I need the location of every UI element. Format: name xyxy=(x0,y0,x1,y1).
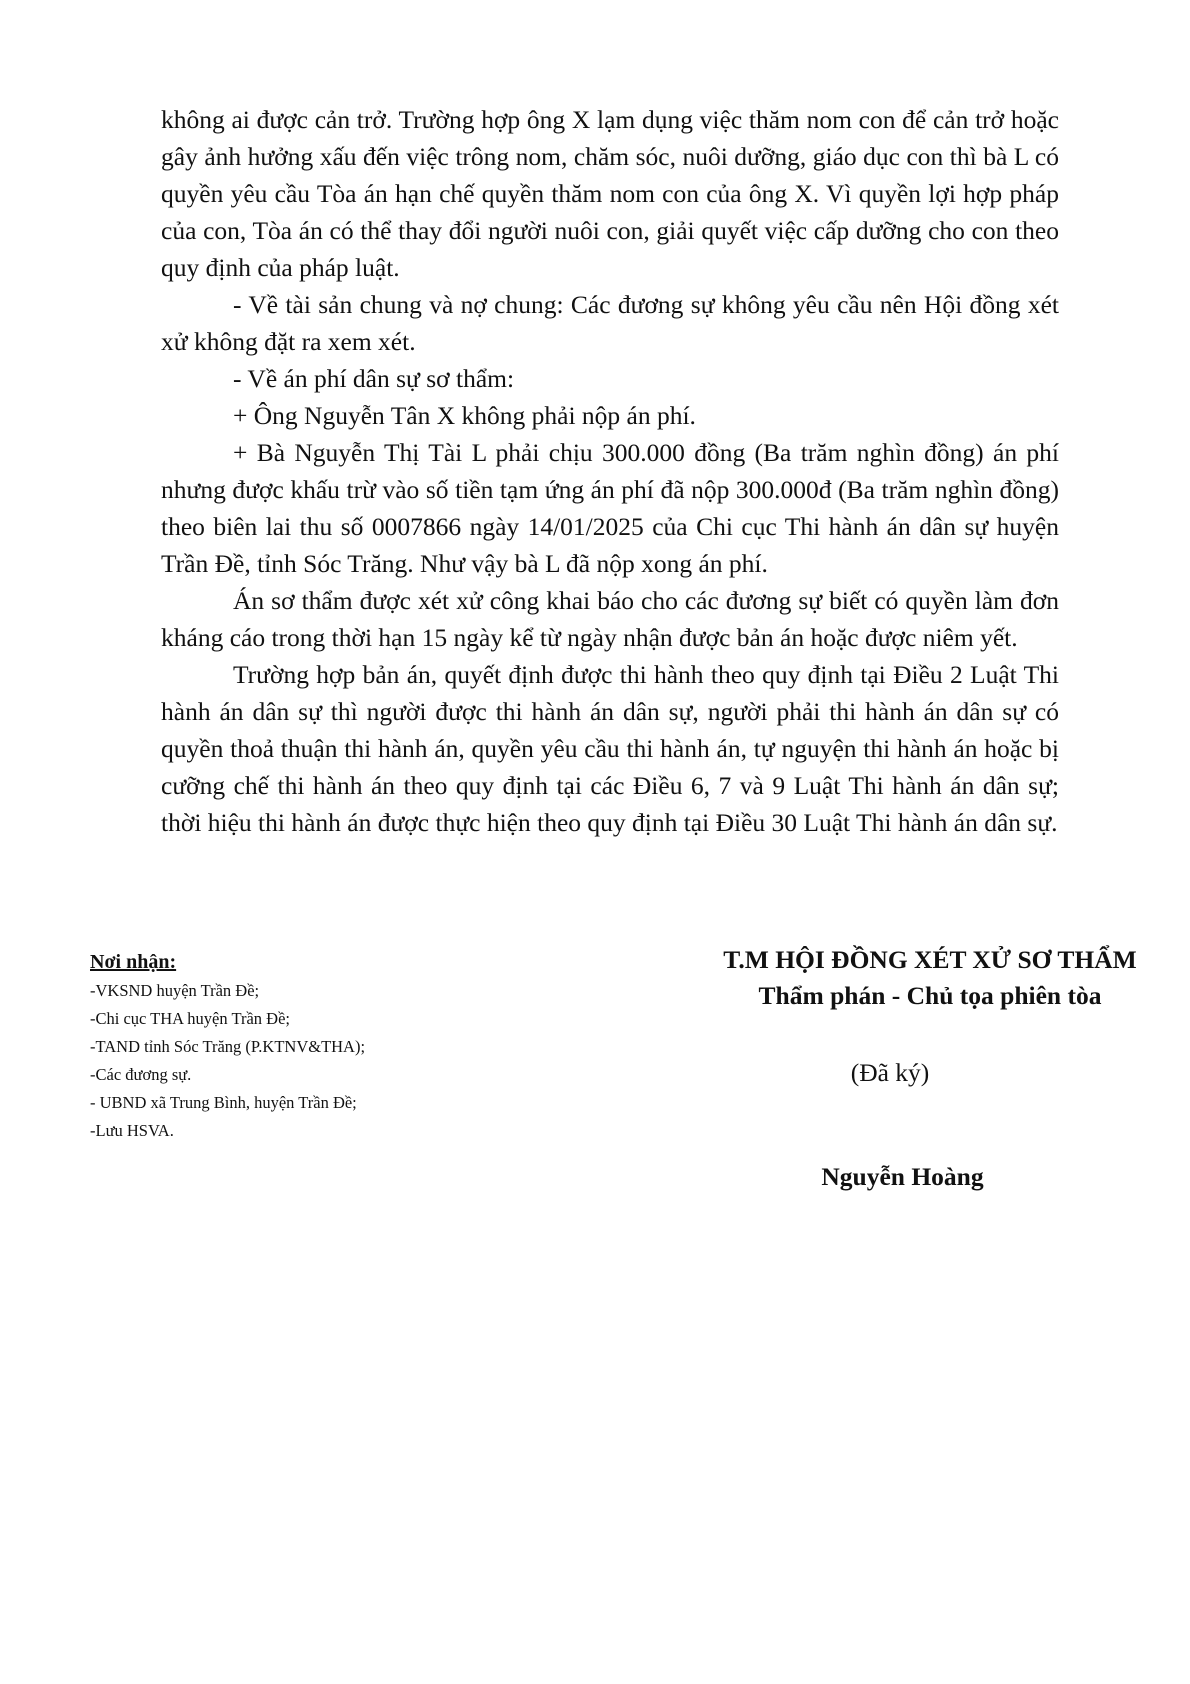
signature-block xyxy=(690,942,1170,1195)
paragraph-court-fee-l: + Bà Nguyễn Thị Tài L phải chịu 300.000 đồng (Ba trăm nghìn đồng) án phí nhưng được khấu trừ vào số tiền tạm ứng án phí đã nộp 300.000đ (Ba trăm nghìn đồng) theo biên lai thu số 0007866 ngày 14/01/2025 của Chi cục Thi hành án dân sự huyện Trần Đề, tỉnh Sóc Trăng. Như vậy bà L đã nộp xong án phí. xyxy=(161,438,1059,578)
recipient-item: -Các đương sự. xyxy=(90,1065,192,1084)
signature-status: (Đã ký) xyxy=(850,1058,930,1087)
signer-name: Nguyễn Hoàng xyxy=(821,1162,984,1191)
recipients-title: Nơi nhận: xyxy=(90,951,177,973)
judgment-body xyxy=(161,101,1059,841)
signature-judge-title: Thẩm phán - Chủ tọa phiên tòa xyxy=(758,981,1102,1010)
recipient-item: - UBND xã Trung Bình, huyện Trần Đề; xyxy=(90,1093,357,1112)
signature-heading: T.M HỘI ĐỒNG XÉT XỬ SƠ THẨM xyxy=(723,945,1137,974)
paragraph-enforcement: Trường hợp bản án, quyết định được thi hành theo quy định tại Điều 2 Luật Thi hành án dân sự thì người được thi hành án dân sự, người phải thi hành án dân sự có quyền thoả thuận thi hành án, quyền yêu cầu thi hành án, tự nguyện thi hành án hoặc bị cưỡng chế thi hành án theo quy định tại các Điều 6, 7 và 9 Luật Thi hành án dân sự; thời hiệu thi hành án được thực hiện theo quy định tại Điều 30 Luật Thi hành án dân sự. xyxy=(161,660,1059,837)
recipient-item: -Chi cục THA huyện Trần Đề; xyxy=(90,1009,290,1028)
recipient-item: -Lưu HSVA. xyxy=(90,1121,174,1140)
paragraph-court-fee-x: + Ông Nguyễn Tân X không phải nộp án phí. xyxy=(233,401,696,430)
recipient-item: -TAND tỉnh Sóc Trăng (P.KTNV&THA); xyxy=(90,1037,366,1056)
recipients-block xyxy=(90,948,470,1145)
paragraph-child-visitation: không ai được cản trở. Trường hợp ông X lạm dụng việc thăm nom con để cản trở hoặc gây ảnh hưởng xấu đến việc trông nom, chăm sóc, nuôi dưỡng, giáo dục con thì bà L có quyền yêu cầu Tòa án hạn chế quyền thăm nom con của ông X. Vì quyền lợi hợp pháp của con, Tòa án có thể thay đổi người nuôi con, giải quyết việc cấp dưỡng cho con theo quy định của pháp luật. xyxy=(161,105,1059,282)
paragraph-shared-assets: - Về tài sản chung và nợ chung: Các đương sự không yêu cầu nên Hội đồng xét xử không đặt ra xem xét. xyxy=(161,290,1059,356)
paragraph-court-fee-heading: - Về án phí dân sự sơ thẩm: xyxy=(233,364,515,393)
paragraph-appeal-right: Án sơ thẩm được xét xử công khai báo cho các đương sự biết có quyền làm đơn kháng cáo trong thời hạn 15 ngày kể từ ngày nhận được bản án hoặc được niêm yết. xyxy=(161,586,1059,652)
recipient-item: -VKSND huyện Trần Đề; xyxy=(90,981,260,1000)
